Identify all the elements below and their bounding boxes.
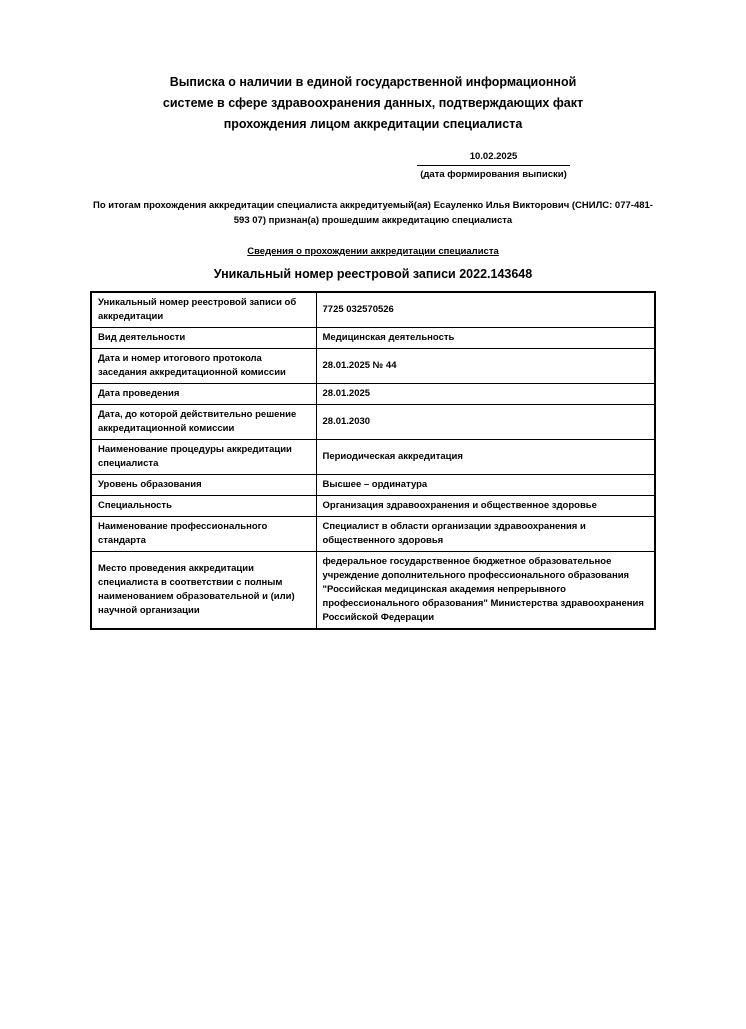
row-value: Специалист в области организации здравоохранения и общественного здоровья [316, 517, 655, 552]
row-label: Уникальный номер реестровой записи об аккредитации [91, 292, 316, 328]
row-value: 28.01.2025 [316, 384, 655, 405]
issue-date-caption: (дата формирования выписки) [420, 169, 567, 180]
row-label: Дата, до которой действительно решение аккредитационной комиссии [91, 405, 316, 440]
document-title [0, 0, 746, 135]
row-value: Организация здравоохранения и общественное здоровье [316, 496, 655, 517]
table-row-specialty [91, 496, 655, 517]
row-label: Вид деятельности [91, 328, 316, 349]
table-row-date-held [91, 384, 655, 405]
row-value: Высшее – ординатура [316, 475, 655, 496]
row-label: Наименование процедуры аккредитации специалиста [91, 440, 316, 475]
registry-number-heading: Уникальный номер реестровой записи 2022.143648 [213, 267, 533, 281]
table-row-protocol [91, 349, 655, 384]
row-label: Место проведения аккредитации специалиста в соответствии с полным наименованием образовательной и (или) научной организации [91, 552, 316, 630]
issue-date-block [417, 150, 570, 181]
table-row-registry-number [91, 292, 655, 328]
document-title-line: системе в сфере здравоохранения данных, подтверждающих факт [162, 96, 584, 110]
intro-line: По итогам прохождения аккредитации специалиста аккредитуемый(ая) Есауленко Илья Викторович (СНИЛС: 077-481- [93, 200, 653, 211]
table-row-organization [91, 552, 655, 630]
section-heading: Сведения о прохождении аккредитации специалиста [247, 246, 499, 257]
table-row-procedure-name [91, 440, 655, 475]
row-value: Периодическая аккредитация [316, 440, 655, 475]
row-label: Дата и номер итогового протокола заседания аккредитационной комиссии [91, 349, 316, 384]
table-row-professional-standard [91, 517, 655, 552]
table-row-activity-type [91, 328, 655, 349]
table-row-education-level [91, 475, 655, 496]
document-title-line: Выписка о наличии в единой государственной информационной [169, 75, 577, 89]
table-row-valid-until [91, 405, 655, 440]
intro-line: 593 07) признан(а) прошедшим аккредитацию специалиста [233, 215, 513, 226]
document-title-line: прохождения лицом аккредитации специалиста [223, 117, 523, 131]
row-label: Наименование профессионального стандарта [91, 517, 316, 552]
row-label: Специальность [91, 496, 316, 517]
row-value: 28.01.2025 № 44 [316, 349, 655, 384]
issue-date-value: 10.02.2025 [417, 150, 570, 166]
row-value: 7725 032570526 [316, 292, 655, 328]
row-label: Уровень образования [91, 475, 316, 496]
accreditation-details-table [90, 291, 656, 630]
intro-paragraph [0, 198, 746, 228]
row-value: федеральное государственное бюджетное образовательное учреждение дополнительного профессионального образования "Российская медицинская академия непрерывного профессионального образования" Министерства здравоохранения Российской Федерации [316, 552, 655, 630]
row-value: Медицинская деятельность [316, 328, 655, 349]
row-label: Дата проведения [91, 384, 316, 405]
row-value: 28.01.2030 [316, 405, 655, 440]
